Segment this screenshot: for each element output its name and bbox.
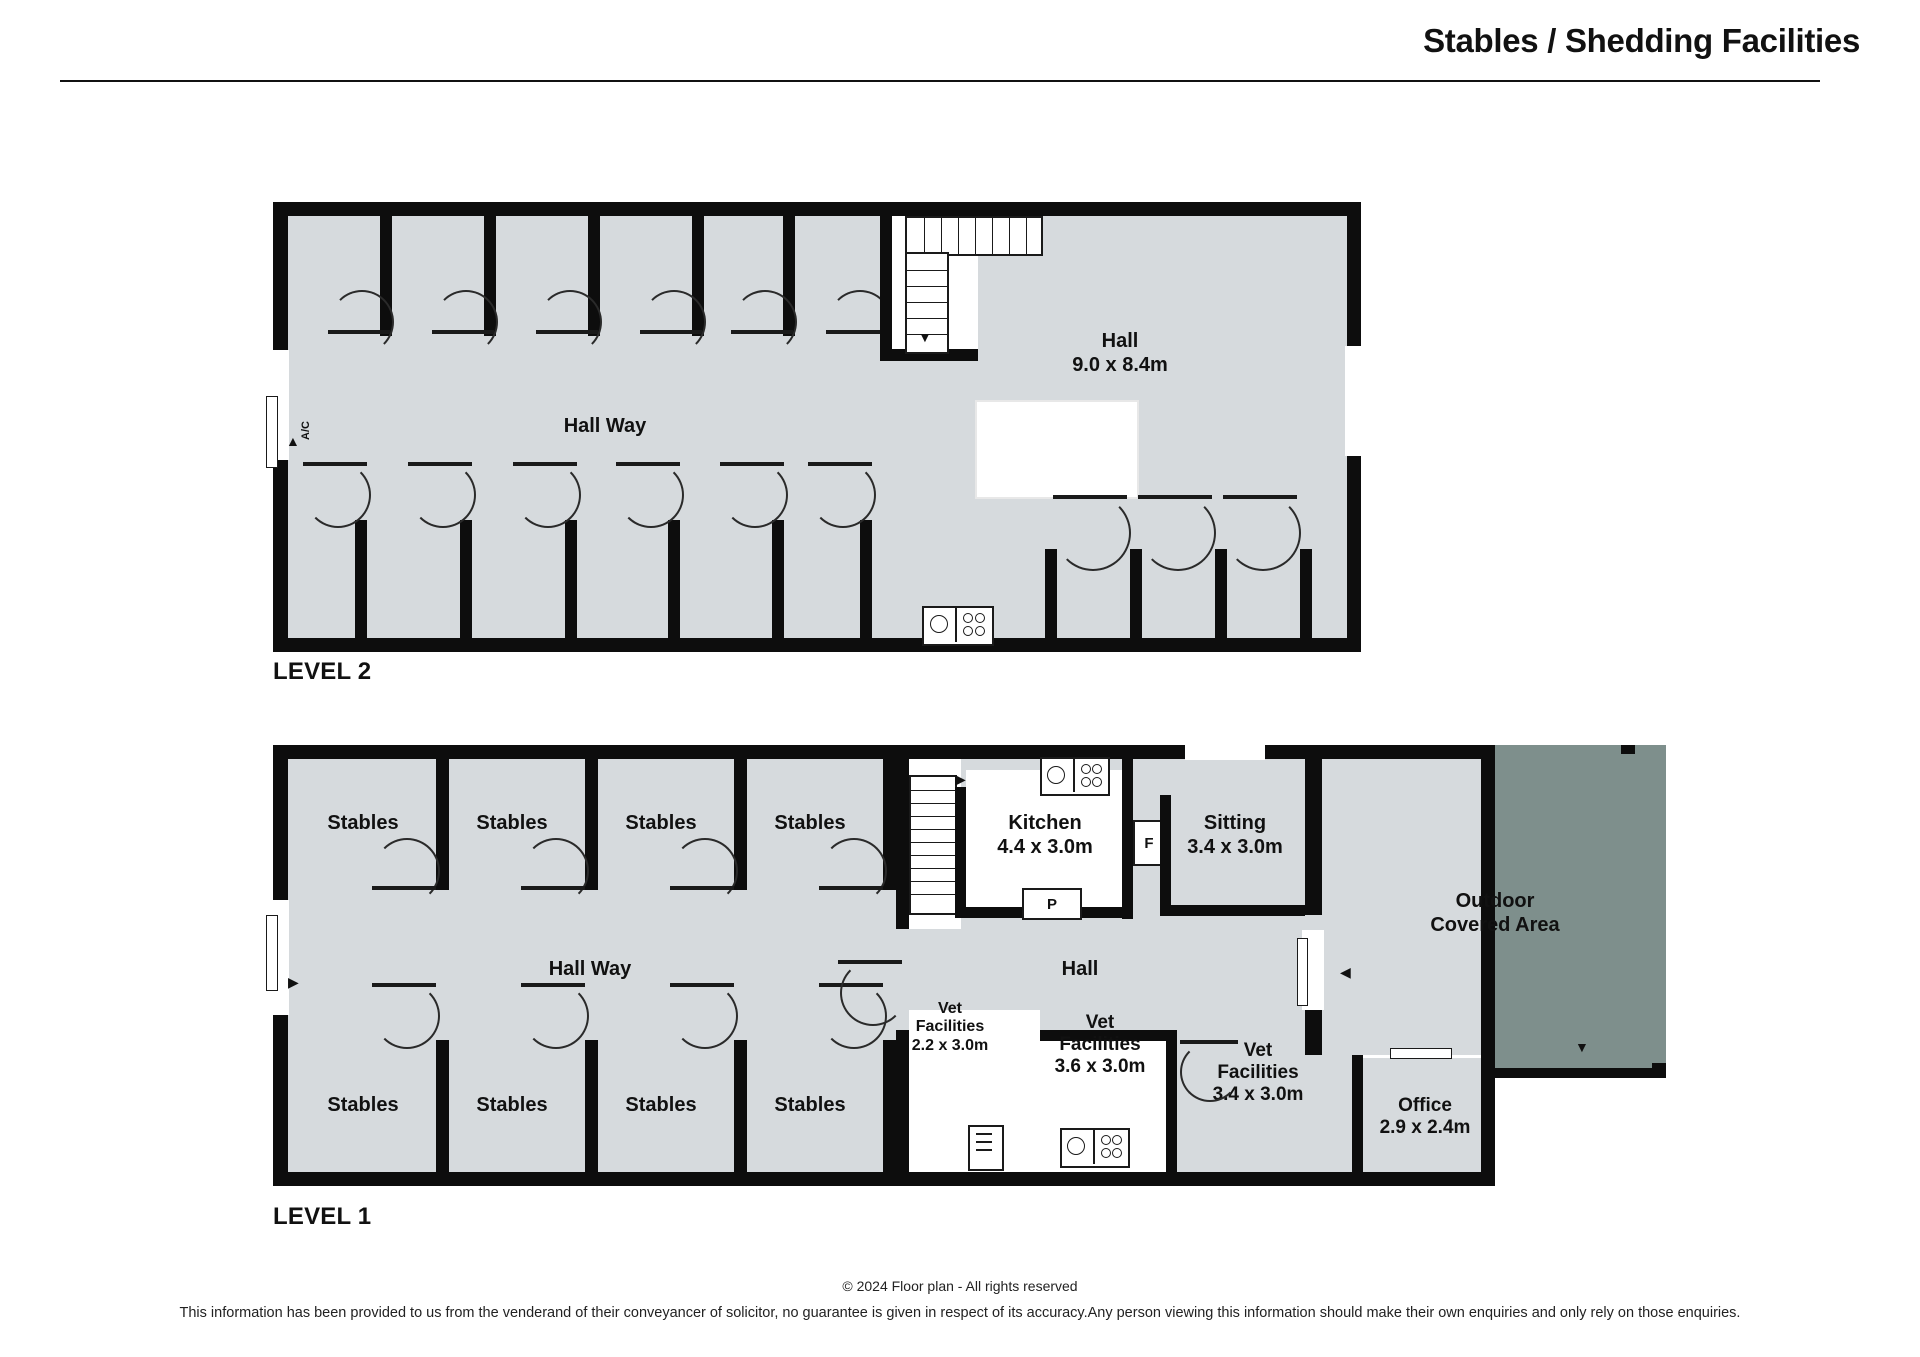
door-leaf (536, 330, 598, 334)
room-dimensions-text: 2.2 x 3.0m (911, 1036, 989, 1054)
entry-arrow: ▲ (286, 433, 300, 449)
sink-bowl-icon (1067, 1137, 1085, 1155)
door-leaf (1138, 495, 1212, 499)
level1-stair (909, 775, 957, 915)
outdoor-edge-marker (1621, 745, 1635, 754)
door-swing (1140, 495, 1216, 571)
room-label-text: Stables (327, 1094, 399, 1116)
level-1-label: LEVEL 1 (273, 1203, 372, 1230)
room-label-text: Kitchen (1008, 812, 1082, 834)
level2-stair-wall (880, 216, 892, 361)
door-leaf (670, 983, 734, 987)
door-leaf (372, 983, 436, 987)
door-leaf (1053, 495, 1127, 499)
room-label-stables (591, 812, 731, 836)
page-footer (0, 1278, 1920, 1321)
level2-partition (772, 520, 784, 638)
level2-partition (860, 520, 872, 638)
level2-partition (355, 520, 367, 638)
room-label-hallway-level2 (505, 415, 705, 439)
level2-partition (1045, 549, 1057, 638)
door-swing (330, 290, 394, 354)
room-label-stables (591, 1094, 731, 1118)
fixture-divider (1073, 757, 1075, 792)
room-label-line1: Vet (1243, 1040, 1273, 1061)
room-label-line1: Vet (1085, 1012, 1115, 1033)
page-header (60, 22, 1860, 82)
door-leaf (838, 960, 902, 964)
office-door (1390, 1048, 1452, 1059)
room-dimensions-text: 3.6 x 3.0m (1054, 1055, 1146, 1077)
room-label-stables (740, 812, 880, 836)
door-leaf (731, 330, 793, 334)
room-dimensions-text: 9.0 x 8.4m (1072, 353, 1168, 376)
shower-fixture (968, 1125, 1004, 1171)
stair-direction-arrow: ▶ (955, 771, 966, 787)
door-leaf (670, 886, 734, 890)
door-swing (523, 983, 589, 1049)
fixture-divider (1093, 1128, 1095, 1164)
cooktop-burner-icon (1101, 1148, 1111, 1158)
room-dimensions-text: 3.4 x 3.0m (1212, 1083, 1304, 1105)
room-label-text: Sitting (1203, 812, 1267, 834)
room-label-line2: Facilities (1059, 1033, 1141, 1055)
fixture-detail (976, 1149, 992, 1151)
disclaimer-text: This information has been provided to us from the venderand of their conveyancer of solicitor, no guarantee is given in respect of its accuracy.Any person viewing this information should make their own enquiries and only rely on those enquiries. (179, 1305, 1741, 1321)
door-swing (434, 290, 498, 354)
cooktop-burner-icon (1112, 1148, 1122, 1158)
cooktop-burner-icon (975, 626, 985, 636)
room-label-line2: Covered Area (1430, 913, 1560, 936)
outdoor-entry-arrow: ▼ (1575, 1039, 1589, 1055)
level2-partition (668, 520, 680, 638)
room-label-text: Stables (625, 1094, 697, 1116)
cooktop-burner-icon (963, 613, 973, 623)
sliding-door (1297, 938, 1308, 1006)
level1-stair-wall (896, 759, 909, 929)
cooktop-burner-icon (1081, 764, 1091, 774)
level2-ac-unit (266, 396, 278, 468)
room-label-stables (740, 1094, 880, 1118)
door-leaf (303, 462, 367, 466)
level1-right-wall (1305, 745, 1322, 915)
cooktop-burner-icon (1112, 1135, 1122, 1145)
fixture-detail (976, 1141, 992, 1143)
door-leaf (826, 330, 888, 334)
room-dimensions-text: 4.4 x 3.0m (997, 835, 1093, 858)
sink-bowl-icon (930, 615, 948, 633)
door-leaf (372, 886, 436, 890)
level2-floor (288, 216, 1347, 638)
door-swing (722, 462, 788, 528)
cooktop-burner-icon (1081, 777, 1091, 787)
door-swing (515, 462, 581, 528)
level1-partition (883, 1040, 896, 1172)
room-label-stables (442, 812, 582, 836)
pantry-badge-label: P (1046, 895, 1057, 913)
room-label-line1: Vet (937, 1000, 962, 1017)
door-leaf (819, 886, 883, 890)
room-dimensions-text: 3.4 x 3.0m (1187, 835, 1283, 858)
room-label-hall-level1 (1000, 958, 1160, 982)
door-swing (672, 838, 738, 904)
ac-tag: A/C (300, 421, 312, 440)
room-label-text: Stables (774, 812, 846, 834)
room-label-vet-1 (880, 1000, 1020, 1055)
fixture-divider (955, 606, 957, 642)
door-leaf (720, 462, 784, 466)
door-leaf (616, 462, 680, 466)
pantry-badge (1022, 888, 1082, 920)
room-label-office (1345, 1095, 1505, 1139)
door-swing (374, 983, 440, 1049)
room-dimensions-text: 2.9 x 2.4m (1379, 1116, 1471, 1138)
sink-bowl-icon (1047, 766, 1065, 784)
outdoor-bottom-wall (1470, 1068, 1666, 1078)
door-swing (733, 290, 797, 354)
room-label-kitchen (960, 812, 1130, 859)
door-leaf (432, 330, 494, 334)
door-swing (1055, 495, 1131, 571)
door-swing (642, 290, 706, 354)
fridge-badge-label: F (1144, 834, 1154, 852)
level2-partition (1215, 549, 1227, 638)
cooktop-burner-icon (975, 613, 985, 623)
door-leaf (1180, 1040, 1238, 1044)
room-label-text: Stables (476, 1094, 548, 1116)
door-swing (1180, 1042, 1240, 1102)
entry-arrow: ▶ (288, 974, 299, 990)
level2-right-opening (1345, 346, 1361, 456)
door-swing (410, 462, 476, 528)
door-leaf (328, 330, 390, 334)
door-swing (618, 462, 684, 528)
room-label-line1: Outdoor (1455, 890, 1535, 912)
room-label-outdoor (1395, 890, 1595, 937)
room-label-hallway-level1 (480, 958, 700, 982)
room-label-text: Hall (1101, 330, 1139, 352)
stair-direction-arrow: ▼ (918, 329, 932, 345)
door-swing (672, 983, 738, 1049)
room-label-stables (293, 1094, 433, 1118)
door-leaf (521, 983, 585, 987)
level2-partition (565, 520, 577, 638)
level-2-label: LEVEL 2 (273, 658, 372, 685)
door-leaf (808, 462, 872, 466)
room-label-text: Stables (625, 812, 697, 834)
room-label-line2: Facilities (915, 1018, 985, 1036)
room-label-line2: Facilities (1217, 1061, 1299, 1083)
room-label-hall-level2 (1030, 330, 1210, 377)
door-swing (305, 462, 371, 528)
level2-partition (460, 520, 472, 638)
room-label-text: Stables (476, 812, 548, 834)
door-swing (810, 462, 876, 528)
room-label-text: Hall (1061, 958, 1099, 980)
room-label-text: Stables (327, 812, 399, 834)
cooktop-burner-icon (1092, 764, 1102, 774)
door-leaf (408, 462, 472, 466)
header-divider (60, 80, 1820, 82)
level2-stair-upper (905, 216, 1043, 256)
cooktop-burner-icon (963, 626, 973, 636)
entry-arrow: ◀ (1340, 964, 1351, 980)
level2-hall-void (975, 400, 1139, 499)
door-swing (821, 838, 887, 904)
page-title: Stables / Shedding Facilities (1423, 22, 1860, 59)
door-leaf (521, 886, 585, 890)
level2-partition (1130, 549, 1142, 638)
room-label-text: Office (1398, 1095, 1452, 1116)
room-label-text: Hall Way (563, 415, 647, 437)
door-swing (523, 838, 589, 904)
door-swing (538, 290, 602, 354)
room-label-text: Stables (774, 1094, 846, 1116)
level1-ac-unit (266, 915, 278, 991)
door-leaf (1223, 495, 1297, 499)
door-leaf (513, 462, 577, 466)
door-swing (1225, 495, 1301, 571)
door-swing (374, 838, 440, 904)
room-label-stables (293, 812, 433, 836)
sitting-wall-bottom (1160, 905, 1305, 916)
copyright-text: © 2024 Floor plan - All rights reserved (842, 1278, 1078, 1294)
room-label-stables (442, 1094, 582, 1118)
room-label-text: Hall Way (548, 958, 632, 980)
cooktop-burner-icon (1092, 777, 1102, 787)
cooktop-burner-icon (1101, 1135, 1111, 1145)
level2-partition (1300, 549, 1312, 638)
sitting-top-opening (1185, 745, 1265, 760)
fixture-detail (976, 1133, 992, 1135)
door-leaf (640, 330, 702, 334)
room-label-vet-2 (1020, 1012, 1180, 1078)
